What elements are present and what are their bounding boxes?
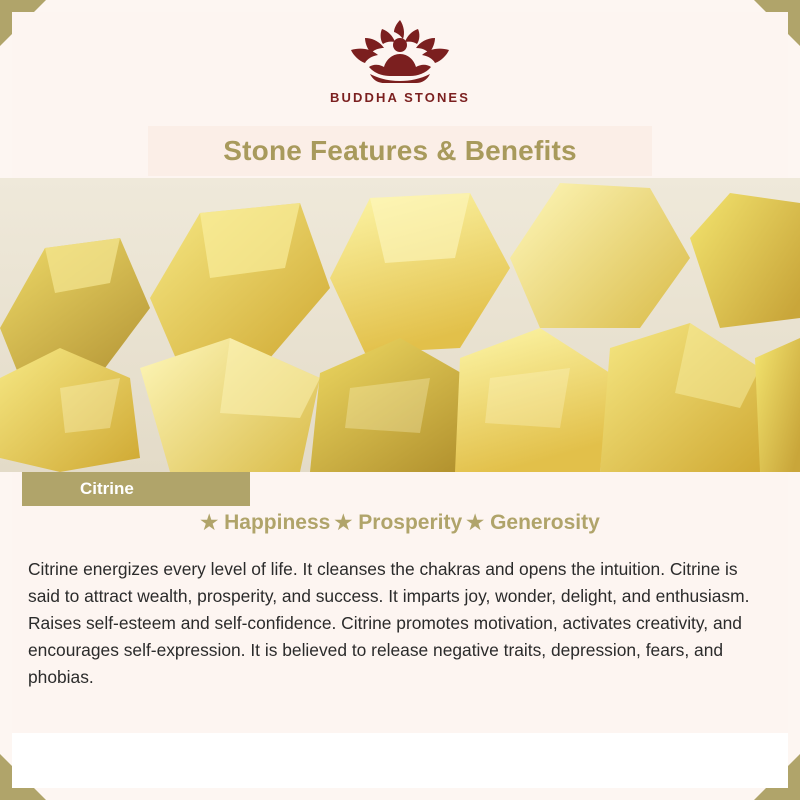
buddha-lotus-icon (315, 14, 485, 86)
brand-logo (0, 14, 800, 105)
star-icon: ★ (334, 512, 353, 534)
title-banner (148, 126, 652, 176)
star-icon: ★ (200, 512, 219, 534)
stone-description: Citrine energizes every level of life. It cleanses the chakras and opens the intuition. Citrine is said to attract wealth, prosperity, and success. It imparts joy, wonder, delight, and enthusiasm. Raises self-esteem and self-confidence. Citrine promotes motivation, activates creativity, and encourages self-expression. It is believed to release negative traits, depression, fears, and phobias. (28, 559, 750, 687)
bottom-spacer (12, 733, 788, 788)
hero-image (0, 178, 800, 472)
keyword-item-2 (466, 510, 600, 535)
brand-name: BUDDHA STONES (330, 90, 470, 105)
keyword-item-0 (200, 510, 330, 535)
citrine-stones-photo (0, 178, 800, 472)
stone-name: Citrine (80, 479, 134, 498)
stone-keywords (0, 510, 800, 535)
stone-name-bar-background (250, 472, 778, 506)
page-title: Stone Features & Benefits (223, 135, 577, 166)
stone-name-bar (22, 472, 250, 506)
star-icon: ★ (466, 512, 485, 534)
keyword-item-1 (334, 510, 462, 535)
keyword-label-0: Happiness (224, 510, 331, 534)
keyword-label-2: Generosity (490, 510, 600, 534)
keyword-label-1: Prosperity (358, 510, 463, 534)
